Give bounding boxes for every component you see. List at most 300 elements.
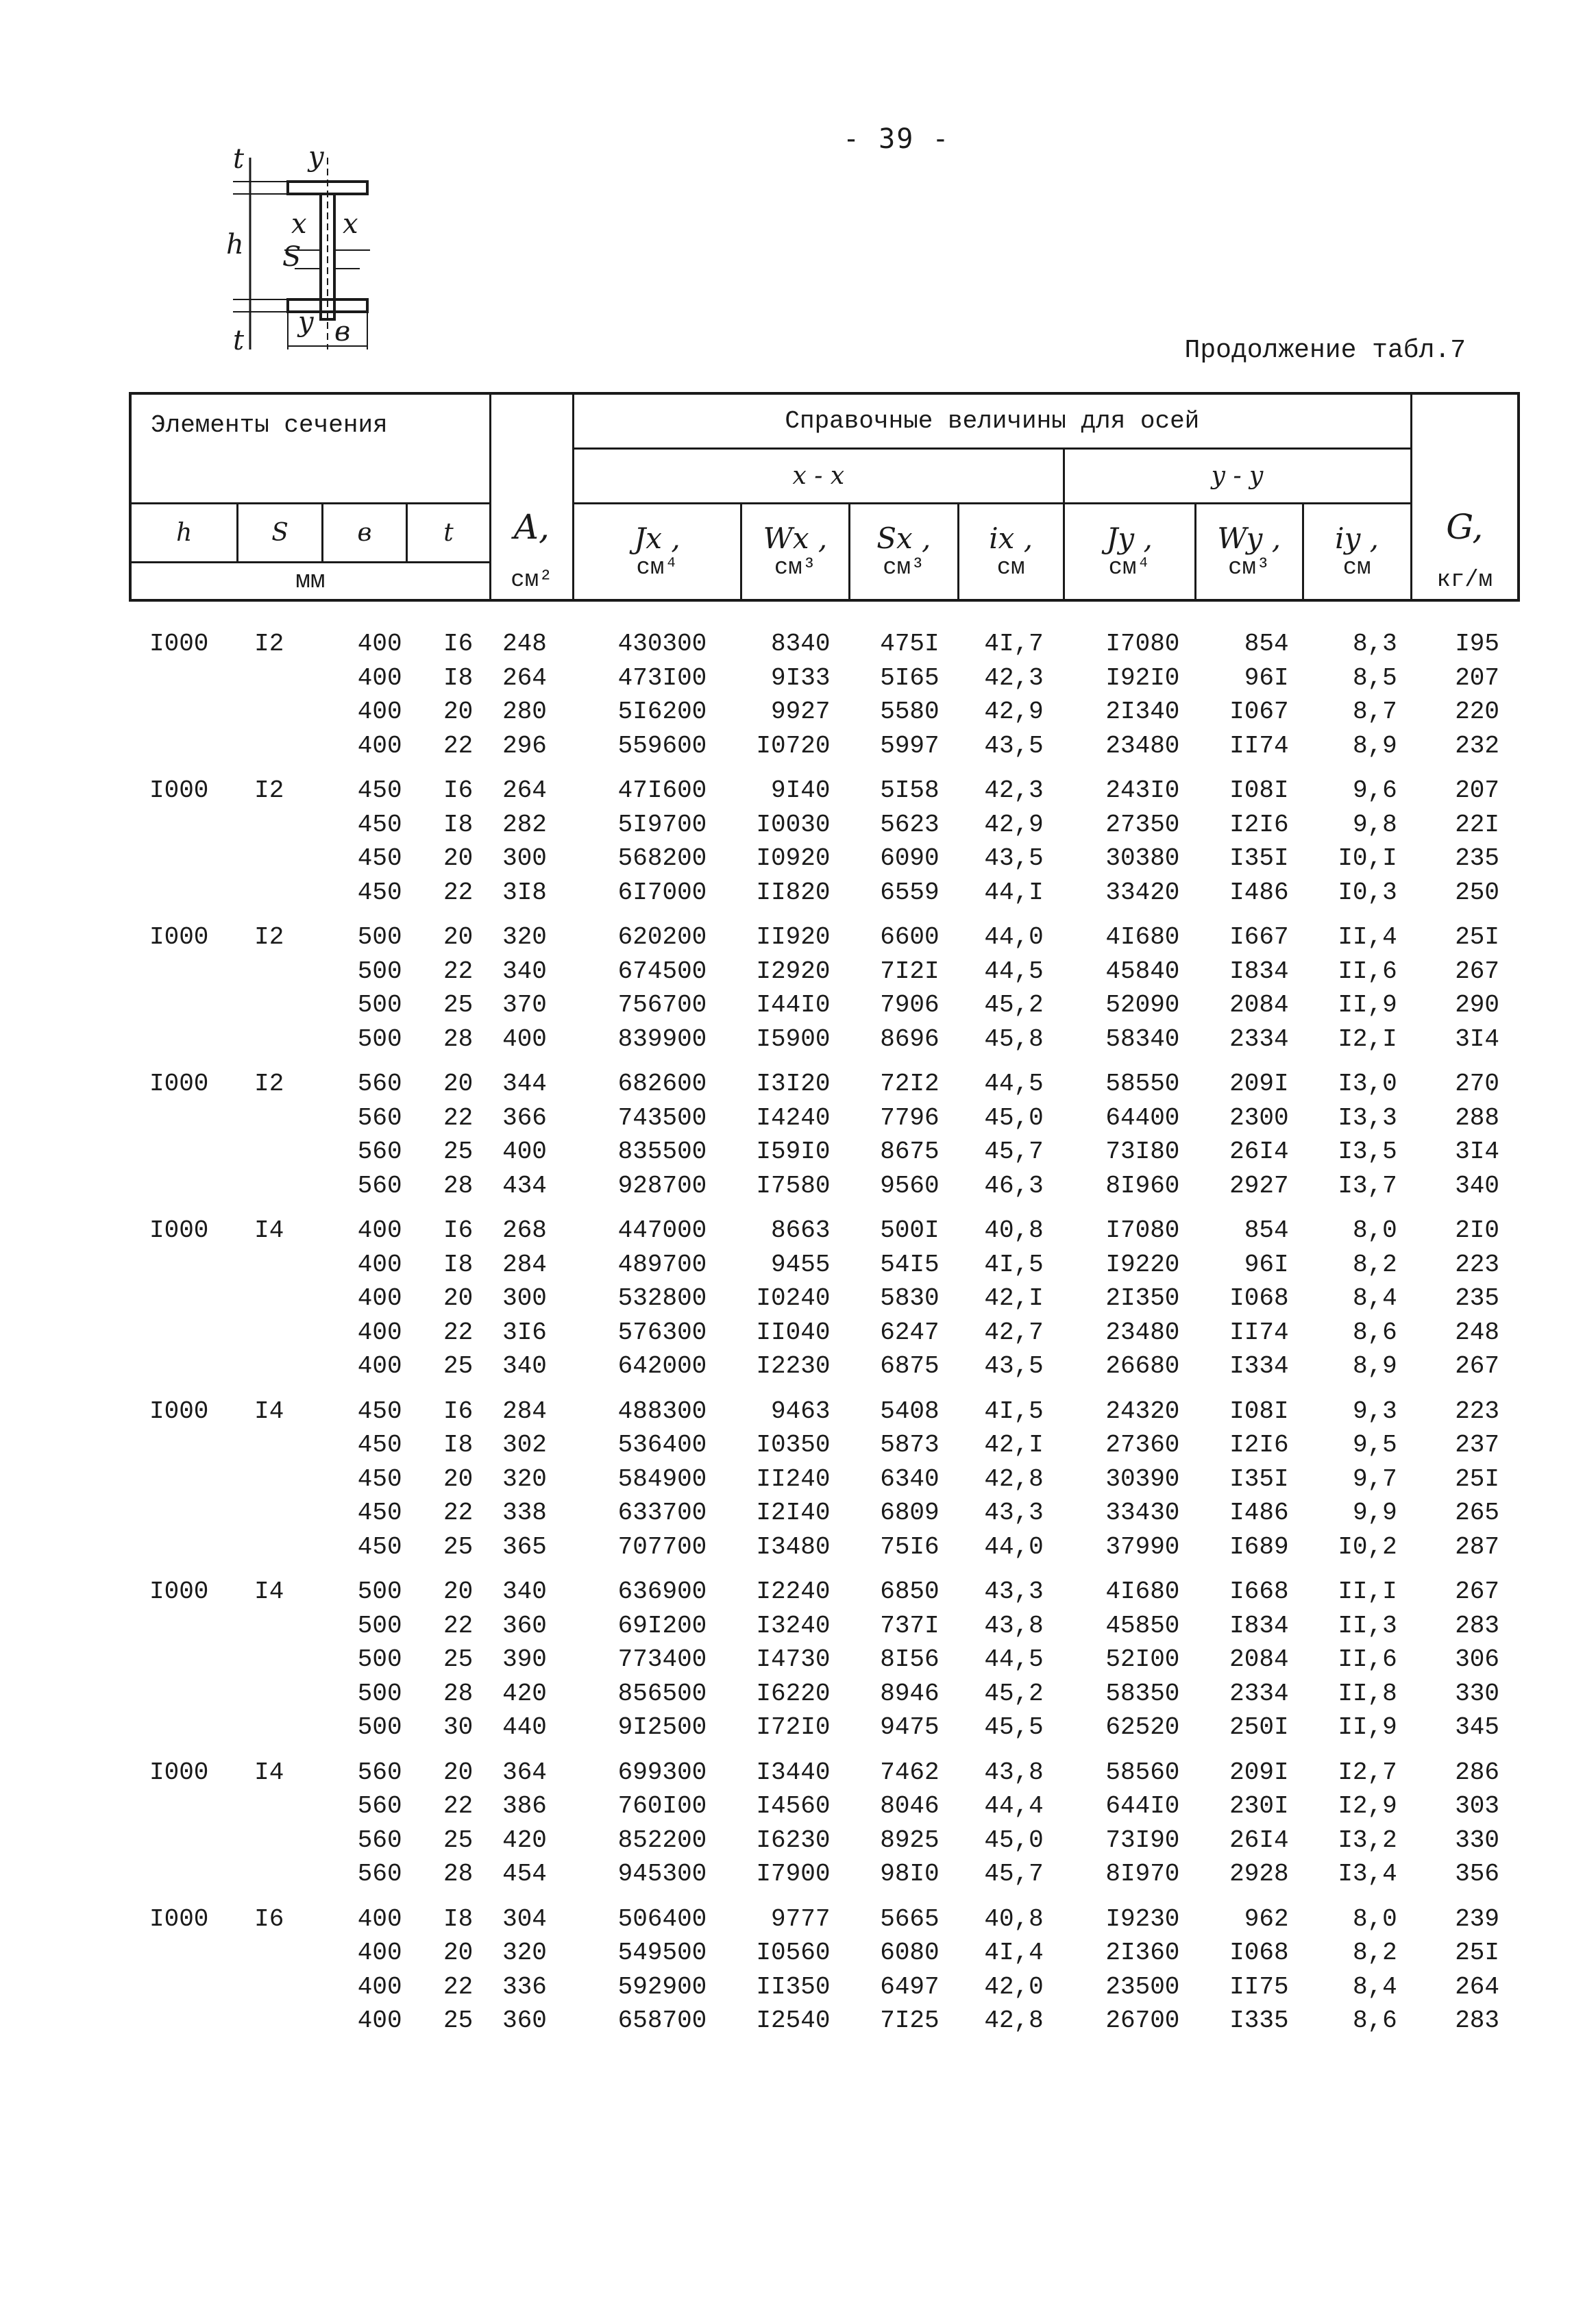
- cell-wx: I44I0: [756, 991, 831, 1019]
- header-weight: [1411, 393, 1519, 600]
- cell-ix: 44,4: [984, 1792, 1044, 1820]
- cell-wy: II74: [1229, 731, 1289, 760]
- cell-s: [236, 1970, 321, 2004]
- table-row: [129, 1135, 1520, 1169]
- table-row: [129, 1316, 1520, 1350]
- cell-jx: 532800: [617, 1284, 707, 1312]
- cell-a: 320: [502, 1464, 547, 1493]
- cell-h: I000: [149, 1070, 209, 1098]
- cell-wx: 9463: [771, 1397, 831, 1425]
- cell-b: 450: [357, 1464, 402, 1493]
- cell-wx: II240: [756, 1464, 831, 1493]
- cell-s: [236, 842, 321, 876]
- cell-g: I95: [1455, 630, 1499, 658]
- cell-sx: 5665: [880, 1904, 940, 1933]
- cell-t: I8: [443, 1431, 474, 1459]
- cell-wy: 250I: [1229, 1713, 1289, 1741]
- table-row: [129, 876, 1520, 910]
- label-x-left: x: [291, 208, 307, 240]
- jy-unit: см⁴: [1108, 555, 1151, 582]
- cell-s: [236, 1936, 321, 1970]
- cell-wx: I0720: [756, 731, 831, 760]
- cell-s: [236, 1824, 321, 1858]
- cell-b: 400: [357, 1318, 402, 1347]
- cell-ix: 42,7: [984, 1318, 1044, 1347]
- cell-h: [129, 1428, 236, 1462]
- label-h: h: [226, 229, 244, 260]
- cell-wx: I2240: [756, 1578, 831, 1606]
- cell-t: 20: [443, 1284, 474, 1312]
- cell-b: 400: [357, 698, 402, 726]
- cell-wy: I068: [1229, 1284, 1289, 1312]
- cell-t: 25: [443, 2007, 474, 2035]
- cell-s: [236, 2004, 321, 2038]
- cell-wy: 2334: [1229, 1024, 1289, 1053]
- cell-h: [129, 695, 236, 729]
- cell-a: 3I6: [502, 1318, 547, 1347]
- cell-t: 22: [443, 1972, 474, 2001]
- table-row: [129, 1384, 1520, 1429]
- iy-symbol: iy ,: [1335, 522, 1379, 556]
- cell-s: I6: [254, 1904, 284, 1933]
- cell-jx: 489700: [617, 1250, 707, 1279]
- table-row: [129, 1349, 1520, 1384]
- cell-iy: 8,4: [1352, 1972, 1397, 2001]
- cell-wy: 209I: [1229, 1758, 1289, 1787]
- cell-ix: 43,3: [984, 1578, 1044, 1606]
- cell-ix: 45,2: [984, 991, 1044, 1019]
- cell-s: [236, 1248, 321, 1282]
- cell-jy: 23500: [1105, 1972, 1180, 2001]
- cell-jx: 576300: [617, 1318, 707, 1347]
- table-row: [129, 1462, 1520, 1497]
- cell-sx: 8925: [880, 1826, 940, 1854]
- cell-wy: 2084: [1229, 991, 1289, 1019]
- cell-t: 20: [443, 923, 474, 951]
- cell-jx: 835500: [617, 1138, 707, 1166]
- cell-iy: I3,3: [1338, 1103, 1397, 1132]
- cell-h: I000: [149, 1904, 209, 1933]
- sx-unit: см³: [883, 555, 925, 582]
- table-row: [129, 1970, 1520, 2004]
- col-wy: [1195, 503, 1303, 600]
- cell-g: 25I: [1455, 923, 1499, 951]
- cell-s: [236, 1677, 321, 1711]
- cell-b: 500: [357, 1611, 402, 1640]
- cell-h: [129, 1530, 236, 1565]
- cell-t: 25: [443, 1826, 474, 1854]
- jx-symbol: Jx ,: [634, 522, 680, 556]
- col-h: h: [130, 503, 238, 562]
- cell-sx: 737I: [880, 1611, 940, 1640]
- cell-g: 2I0: [1455, 1216, 1499, 1244]
- cell-a: 340: [502, 1578, 547, 1606]
- cell-sx: 98I0: [880, 1860, 940, 1888]
- cell-s: [236, 1462, 321, 1497]
- cell-jy: 2I340: [1105, 698, 1180, 726]
- cell-iy: 8,2: [1352, 1939, 1397, 1967]
- cell-jx: 559600: [617, 731, 707, 760]
- label-y-bottom: y: [298, 306, 314, 338]
- cell-wy: II74: [1229, 1318, 1289, 1347]
- cell-wx: I6220: [756, 1679, 831, 1708]
- cell-wx: I2920: [756, 957, 831, 985]
- cell-ix: 42,9: [984, 810, 1044, 839]
- cell-s: [236, 876, 321, 910]
- label-b: в: [334, 316, 351, 347]
- cell-g: 207: [1455, 776, 1499, 805]
- weight-symbol: G,: [1446, 507, 1484, 547]
- cell-g: 303: [1455, 1792, 1499, 1820]
- table-row: [129, 1677, 1520, 1711]
- cell-s: [236, 695, 321, 729]
- label-x-right: x: [343, 208, 358, 240]
- cell-a: 434: [502, 1171, 547, 1200]
- cell-a: 340: [502, 1352, 547, 1380]
- cell-t: 28: [443, 1171, 474, 1200]
- table-row: [129, 1101, 1520, 1136]
- cell-jy: 52090: [1105, 991, 1180, 1019]
- cell-jx: 536400: [617, 1431, 707, 1459]
- cell-jx: 852200: [617, 1826, 707, 1854]
- cell-wy: I067: [1229, 698, 1289, 726]
- cell-wy: 854: [1244, 1216, 1289, 1244]
- cell-wy: I08I: [1229, 1397, 1289, 1425]
- cell-g: 287: [1455, 1532, 1499, 1561]
- cell-wx: I3480: [756, 1532, 831, 1561]
- table-row: [129, 1745, 1520, 1790]
- col-b: в: [322, 503, 406, 562]
- col-iy: [1303, 503, 1411, 600]
- cell-sx: 6247: [880, 1318, 940, 1347]
- cell-h: [129, 842, 236, 876]
- cell-iy: 8,9: [1352, 1352, 1397, 1380]
- cell-wx: II040: [756, 1318, 831, 1347]
- cell-jy: 24320: [1105, 1397, 1180, 1425]
- cell-b: 500: [357, 1024, 402, 1053]
- cell-wy: I668: [1229, 1578, 1289, 1606]
- col-t: t: [407, 503, 490, 562]
- cell-jy: 58340: [1105, 1024, 1180, 1053]
- cell-a: 344: [502, 1070, 547, 1098]
- table-row: [129, 1248, 1520, 1282]
- cell-a: 284: [502, 1250, 547, 1279]
- cell-t: I8: [443, 1904, 474, 1933]
- cell-sx: 5623: [880, 810, 940, 839]
- cell-a: 360: [502, 1611, 547, 1640]
- cell-a: 360: [502, 2007, 547, 2035]
- cell-sx: 5830: [880, 1284, 940, 1312]
- cell-ix: 43,8: [984, 1611, 1044, 1640]
- cell-b: 560: [357, 1103, 402, 1132]
- cell-s: [236, 808, 321, 842]
- cell-ix: 45,5: [984, 1713, 1044, 1741]
- cell-iy: I0,I: [1338, 844, 1397, 872]
- cell-iy: 8,9: [1352, 731, 1397, 760]
- cell-a: 336: [502, 1972, 547, 2001]
- cell-g: 235: [1455, 844, 1499, 872]
- cell-g: 267: [1455, 1578, 1499, 1606]
- cell-t: 20: [443, 1758, 474, 1787]
- cell-jy: 26680: [1105, 1352, 1180, 1380]
- cell-sx: 7462: [880, 1758, 940, 1787]
- col-ix: [958, 503, 1064, 600]
- cell-ix: 4I,5: [984, 1397, 1044, 1425]
- cell-g: 239: [1455, 1904, 1499, 1933]
- cell-wx: I0240: [756, 1284, 831, 1312]
- cell-iy: 8,3: [1352, 630, 1397, 658]
- cell-h: [129, 1496, 236, 1530]
- cell-iy: I3,0: [1338, 1070, 1397, 1098]
- cell-s: [236, 1135, 321, 1169]
- table-row: [129, 1203, 1520, 1248]
- cell-jy: 45840: [1105, 957, 1180, 985]
- cell-ix: 40,8: [984, 1216, 1044, 1244]
- cell-sx: 7I2I: [880, 957, 940, 985]
- cell-iy: I3,7: [1338, 1171, 1397, 1200]
- cell-s: [236, 1281, 321, 1316]
- cell-ix: 43,3: [984, 1499, 1044, 1527]
- cell-s: I2: [254, 630, 284, 658]
- table-row: [129, 1564, 1520, 1609]
- cell-sx: 6340: [880, 1464, 940, 1493]
- cell-jx: 5I6200: [617, 698, 707, 726]
- cell-ix: 44,0: [984, 1532, 1044, 1561]
- cell-sx: 9475: [880, 1713, 940, 1741]
- cell-wx: I59I0: [756, 1138, 831, 1166]
- cell-sx: 72I2: [880, 1070, 940, 1098]
- cell-ix: 43,5: [984, 844, 1044, 872]
- cell-jy: 30380: [1105, 844, 1180, 872]
- ix-unit: см: [996, 555, 1025, 582]
- cell-sx: 6600: [880, 923, 940, 951]
- cell-iy: II,9: [1338, 991, 1397, 1019]
- cell-t: 20: [443, 698, 474, 726]
- jx-unit: см⁴: [636, 555, 678, 582]
- cell-iy: 8,6: [1352, 1318, 1397, 1347]
- cell-jx: 549500: [617, 1939, 707, 1967]
- cell-iy: I0,3: [1338, 878, 1397, 907]
- cell-jy: I9230: [1105, 1904, 1180, 1933]
- cell-a: 364: [502, 1758, 547, 1787]
- cell-iy: 9,6: [1352, 776, 1397, 805]
- cell-wx: I7900: [756, 1860, 831, 1888]
- cell-wy: 26I4: [1229, 1138, 1289, 1166]
- cell-iy: 8,7: [1352, 698, 1397, 726]
- cell-wy: I667: [1229, 923, 1289, 951]
- cell-b: 560: [357, 1826, 402, 1854]
- cell-b: 400: [357, 1352, 402, 1380]
- cell-a: 370: [502, 991, 547, 1019]
- cell-jy: 27360: [1105, 1431, 1180, 1459]
- cell-jx: 928700: [617, 1171, 707, 1200]
- cell-b: 500: [357, 1713, 402, 1741]
- cell-t: I8: [443, 663, 474, 692]
- cell-g: 345: [1455, 1713, 1499, 1741]
- cell-sx: 500I: [880, 1216, 940, 1244]
- cell-s: [236, 988, 321, 1022]
- cell-iy: I0,2: [1338, 1532, 1397, 1561]
- table-row: [129, 1891, 1520, 1937]
- cell-h: [129, 808, 236, 842]
- cell-wx: I0560: [756, 1939, 831, 1967]
- cell-iy: 9,3: [1352, 1397, 1397, 1425]
- cell-t: I8: [443, 1250, 474, 1279]
- cell-h: [129, 1022, 236, 1057]
- cell-a: 365: [502, 1532, 547, 1561]
- table-row: [129, 1789, 1520, 1824]
- cell-h: [129, 729, 236, 763]
- header-area: [490, 393, 573, 600]
- cell-wx: I2I40: [756, 1499, 831, 1527]
- cell-sx: 475I: [880, 630, 940, 658]
- cell-ix: 42,3: [984, 663, 1044, 692]
- page-number: - 39 -: [843, 123, 950, 155]
- table-row: [129, 1710, 1520, 1745]
- cell-iy: 8,5: [1352, 663, 1397, 692]
- cell-b: 450: [357, 844, 402, 872]
- iy-unit: см: [1342, 555, 1371, 582]
- cell-s: I2: [254, 776, 284, 805]
- col-jx: [574, 503, 741, 600]
- cell-iy: II,6: [1338, 957, 1397, 985]
- cell-s: [236, 1496, 321, 1530]
- cell-h: [129, 1970, 236, 2004]
- cell-b: 450: [357, 810, 402, 839]
- cell-wy: 209I: [1229, 1070, 1289, 1098]
- cell-wx: 8663: [771, 1216, 831, 1244]
- cell-s: I2: [254, 923, 284, 951]
- cell-sx: 8946: [880, 1679, 940, 1708]
- cell-jx: 642000: [617, 1352, 707, 1380]
- cell-sx: 6875: [880, 1352, 940, 1380]
- cell-wy: I834: [1229, 957, 1289, 985]
- cell-ix: 4I,4: [984, 1939, 1044, 1967]
- cell-t: 25: [443, 1138, 474, 1166]
- area-symbol: A,: [513, 507, 550, 547]
- cell-jy: 64400: [1105, 1103, 1180, 1132]
- cell-jx: 773400: [617, 1645, 707, 1673]
- cell-s: [236, 1349, 321, 1384]
- cell-ix: 4I,5: [984, 1250, 1044, 1279]
- cell-sx: 5580: [880, 698, 940, 726]
- table-row: [129, 842, 1520, 876]
- cell-a: 296: [502, 731, 547, 760]
- cell-t: 22: [443, 1318, 474, 1347]
- cell-s: I2: [254, 1070, 284, 1098]
- cell-ix: 42,8: [984, 1464, 1044, 1493]
- cell-g: 232: [1455, 731, 1499, 760]
- cell-a: 420: [502, 1679, 547, 1708]
- cell-iy: 8,4: [1352, 1284, 1397, 1312]
- cell-h: [129, 1135, 236, 1169]
- cell-wy: II75: [1229, 1972, 1289, 2001]
- cell-h: [129, 661, 236, 696]
- cell-wx: 9I33: [771, 663, 831, 692]
- cell-jy: I92I0: [1105, 663, 1180, 692]
- cell-b: 400: [357, 663, 402, 692]
- cell-ix: 44,5: [984, 957, 1044, 985]
- cell-ix: 42,I: [984, 1284, 1044, 1312]
- cell-iy: 8,6: [1352, 2007, 1397, 2035]
- cell-s: [236, 729, 321, 763]
- cell-g: 223: [1455, 1250, 1499, 1279]
- cell-sx: 7I25: [880, 2007, 940, 2035]
- cell-a: 280: [502, 698, 547, 726]
- table-header: [129, 392, 1520, 602]
- cell-s: [236, 1101, 321, 1136]
- cell-sx: 5873: [880, 1431, 940, 1459]
- table-row: [129, 1496, 1520, 1530]
- cell-jy: 58560: [1105, 1758, 1180, 1787]
- cell-h: [129, 1643, 236, 1677]
- cell-h: [129, 1710, 236, 1745]
- cell-h: [129, 1101, 236, 1136]
- cell-a: 302: [502, 1431, 547, 1459]
- cell-jx: 756700: [617, 991, 707, 1019]
- cell-jy: 73I80: [1105, 1138, 1180, 1166]
- col-wx: [741, 503, 850, 600]
- cell-ix: 4I,7: [984, 630, 1044, 658]
- cell-wx: I7580: [756, 1171, 831, 1200]
- cell-wy: I834: [1229, 1611, 1289, 1640]
- cell-sx: 6850: [880, 1578, 940, 1606]
- cell-jy: 4I680: [1105, 923, 1180, 951]
- cell-g: 306: [1455, 1645, 1499, 1673]
- label-t-bottom: t: [233, 325, 245, 356]
- cell-t: 28: [443, 1679, 474, 1708]
- cell-h: [129, 876, 236, 910]
- cell-a: 320: [502, 923, 547, 951]
- cell-h: [129, 955, 236, 989]
- cell-h: [129, 1349, 236, 1384]
- wy-unit: см³: [1228, 555, 1270, 582]
- table-row: [129, 695, 1520, 729]
- table-caption: Продолжение табл.7: [1184, 336, 1466, 365]
- cell-h: [129, 1169, 236, 1203]
- cell-t: 28: [443, 1024, 474, 1053]
- cell-jy: 8I970: [1105, 1860, 1180, 1888]
- cell-ix: 45,7: [984, 1860, 1044, 1888]
- cell-g: 330: [1455, 1826, 1499, 1854]
- cell-iy: II,3: [1338, 1611, 1397, 1640]
- table-row: [129, 661, 1520, 696]
- cell-iy: I3,2: [1338, 1826, 1397, 1854]
- cell-t: 25: [443, 1645, 474, 1673]
- cell-sx: 8696: [880, 1024, 940, 1053]
- cell-jx: 674500: [617, 957, 707, 985]
- cell-g: 288: [1455, 1103, 1499, 1132]
- cell-t: 20: [443, 1578, 474, 1606]
- cell-g: 264: [1455, 1972, 1499, 2001]
- cell-g: 265: [1455, 1499, 1499, 1527]
- cell-wy: I334: [1229, 1352, 1289, 1380]
- cell-wx: I4240: [756, 1103, 831, 1132]
- cell-wy: I2I6: [1229, 1431, 1289, 1459]
- table-row: [129, 1857, 1520, 1891]
- cell-jx: 447000: [617, 1216, 707, 1244]
- cell-sx: 5408: [880, 1397, 940, 1425]
- cell-a: 268: [502, 1216, 547, 1244]
- cell-t: 30: [443, 1713, 474, 1741]
- cell-a: 390: [502, 1645, 547, 1673]
- col-sx: [849, 503, 958, 600]
- cell-s: [236, 1316, 321, 1350]
- cell-jx: 856500: [617, 1679, 707, 1708]
- cell-wy: 2084: [1229, 1645, 1289, 1673]
- cell-wx: 9455: [771, 1250, 831, 1279]
- cell-h: I000: [149, 776, 209, 805]
